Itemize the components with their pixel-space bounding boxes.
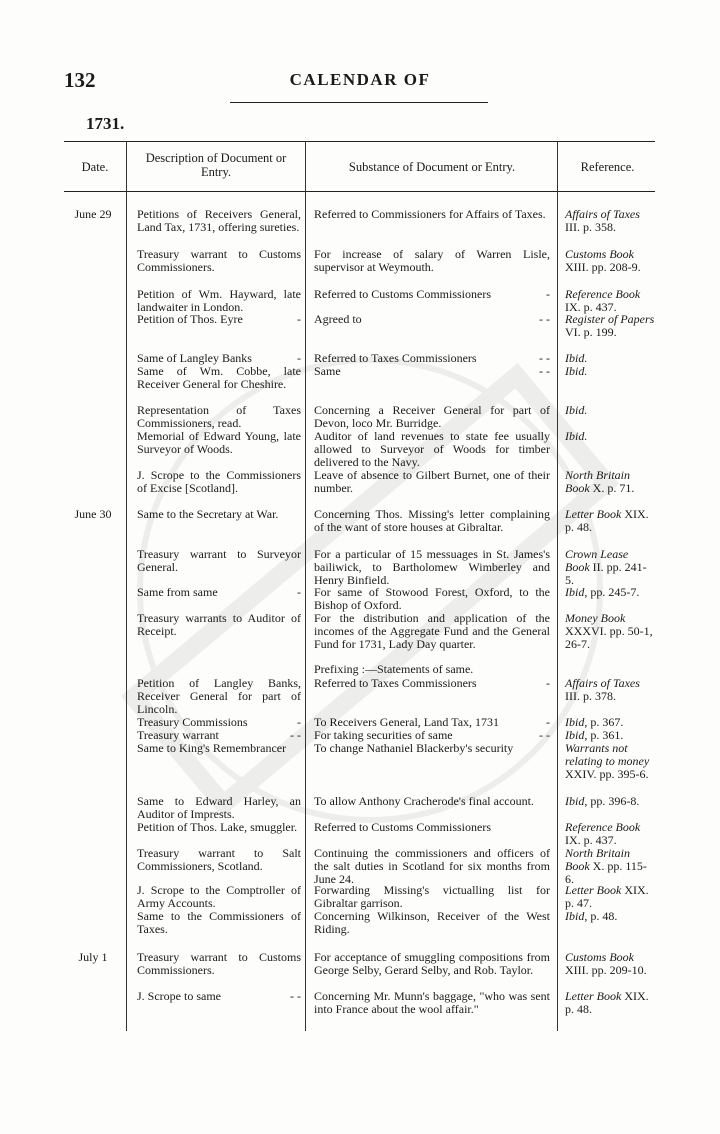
entry-date-text: June 29 bbox=[74, 207, 112, 221]
reference-location: II. pp. 241-5. bbox=[565, 560, 647, 587]
reference-location: XXXVI. pp. 50-1, 26-7. bbox=[565, 624, 653, 651]
entry-reference bbox=[565, 313, 655, 339]
reference-location: X. p. 71. bbox=[589, 481, 635, 495]
entry-reference bbox=[565, 910, 655, 923]
entry-description bbox=[137, 365, 301, 391]
reference-location: , pp. 245-7. bbox=[584, 585, 640, 599]
column-header-substance: Substance of Document or Entry. bbox=[348, 160, 516, 174]
table-top-rule bbox=[64, 141, 655, 142]
entry-description-text: Same of Langley Banks bbox=[137, 351, 252, 365]
entry-substance-text: To allow Anthony Cracherode's final account. bbox=[314, 794, 534, 808]
reference-book: Ibid bbox=[565, 909, 585, 923]
running-head-rule bbox=[230, 102, 488, 103]
reference-book: Customs Book bbox=[565, 950, 634, 964]
entry-reference bbox=[565, 404, 655, 417]
entry-substance bbox=[314, 352, 550, 365]
entry-reference bbox=[565, 508, 655, 534]
leader-dashes: - - bbox=[539, 364, 550, 378]
entry-substance-text: Prefixing :—Statements of same. bbox=[314, 662, 474, 676]
entry-substance bbox=[314, 548, 550, 587]
entry-description-text: Treasury Commissions bbox=[137, 715, 248, 729]
entry-date-text: June 30 bbox=[74, 507, 112, 521]
leader-dashes: - bbox=[546, 287, 550, 301]
entry-reference bbox=[565, 612, 655, 651]
entry-substance bbox=[314, 430, 550, 469]
entry-reference bbox=[565, 288, 655, 314]
leader-dashes: - - bbox=[539, 351, 550, 365]
reference-location: III. p. 378. bbox=[565, 689, 616, 703]
entry-substance-text: For acceptance of smuggling compositions from George Selby, Gerard Selby, and Rob. Taylor. bbox=[314, 950, 550, 977]
reference-book: Letter Book bbox=[565, 883, 622, 897]
leader-dashes: - bbox=[546, 715, 550, 729]
entry-substance-text: Agreed to bbox=[314, 312, 362, 326]
reference-book: Money Book bbox=[565, 611, 626, 625]
entry-substance-text: For same of Stowood Forest, Oxford, to the Bishop of Oxford. bbox=[314, 585, 550, 612]
reference-location: , p. 367. bbox=[584, 715, 624, 729]
entry-substance bbox=[314, 508, 550, 534]
entry-substance bbox=[314, 884, 550, 910]
leader-dashes: - - bbox=[539, 312, 550, 326]
leader-dashes: - bbox=[297, 715, 301, 729]
reference-book: Ibid bbox=[565, 715, 585, 729]
entry-reference bbox=[565, 742, 655, 781]
entry-description-text: J. Scrope to the Comptroller of Army Accounts. bbox=[137, 883, 301, 910]
entry-description bbox=[137, 430, 301, 456]
entry-description-text: Petition of Langley Banks, Receiver General for part of Lincoln. bbox=[137, 676, 301, 716]
reference-location: , p. 361. bbox=[584, 728, 624, 742]
entry-description bbox=[137, 677, 301, 716]
reference-location: XIII. pp. 208-9. bbox=[565, 260, 641, 274]
entry-description-text: Treasury warrant to Salt Commissioners, Scotland. bbox=[137, 846, 301, 873]
entry-reference bbox=[565, 677, 655, 703]
entry-description bbox=[137, 548, 301, 574]
entry-substance bbox=[314, 847, 550, 886]
reference-location: XIII. pp. 209-10. bbox=[565, 963, 647, 977]
entry-substance bbox=[314, 742, 550, 755]
entry-description-text: Petition of Wm. Hayward, late landwaiter in London. bbox=[137, 287, 301, 314]
entry-description-text: Same to the Commissioners of Taxes. bbox=[137, 909, 301, 936]
entry-substance bbox=[314, 248, 550, 274]
reference-location: XIX. p. 47. bbox=[565, 883, 649, 910]
entry-substance-text: For a particular of 15 messuages in St. James's bailiwick, to Bartholomew Wimberley and Henry Binfield. bbox=[314, 547, 550, 587]
entry-description-text: Petition of Thos. Lake, smuggler. bbox=[137, 820, 298, 834]
entry-description bbox=[137, 586, 301, 599]
leader-dashes: - bbox=[546, 676, 550, 690]
entry-description-text: Petitions of Receivers General, Land Tax, 1731, offering sureties. bbox=[137, 207, 301, 234]
entry-substance-text: Concerning Mr. Munn's baggage, "who was sent into France about the wool affair." bbox=[314, 989, 550, 1016]
entry-substance-text: Same bbox=[314, 364, 341, 378]
entry-description-text: Same to King's Remembrancer bbox=[137, 741, 287, 755]
entry-reference bbox=[565, 795, 655, 808]
entry-reference bbox=[565, 469, 655, 495]
entry-reference bbox=[565, 884, 655, 910]
reference-book: Affairs of Taxes bbox=[565, 676, 640, 690]
entry-reference bbox=[565, 586, 655, 599]
entry-description-text: Treasury warrant bbox=[137, 728, 219, 742]
entry-substance bbox=[314, 469, 550, 495]
entry-description-text: J. Scrope to same bbox=[137, 989, 221, 1003]
entry-description bbox=[137, 313, 301, 326]
entry-substance-text: Referred to Commissioners for Affairs of Taxes. bbox=[314, 207, 546, 221]
entry-date-text: July 1 bbox=[78, 950, 108, 964]
entry-substance bbox=[314, 586, 550, 612]
entry-description bbox=[137, 990, 301, 1003]
entry-substance-text: Continuing the commissioners and officers of the salt duties in Scotland for six months from June 24. bbox=[314, 846, 550, 886]
entry-description-text: Same of Wm. Cobbe, late Receiver General for Cheshire. bbox=[137, 364, 301, 391]
leader-dashes: - - bbox=[539, 728, 550, 742]
entry-substance-text: Auditor of land revenues to state fee usually allowed to Surveyor of Woods for timber delivered to the Navy. bbox=[314, 429, 550, 469]
entry-substance-text: To Receivers General, Land Tax, 1731 bbox=[314, 715, 500, 729]
reference-book: Ibid. bbox=[565, 403, 588, 417]
entry-description-text: Petition of Thos. Eyre bbox=[137, 312, 243, 326]
entry-description-text: Same to the Secretary at War. bbox=[137, 507, 279, 521]
header-bottom-rule bbox=[64, 191, 655, 192]
column-divider bbox=[557, 141, 558, 1031]
entry-description-text: Treasury warrant to Surveyor General. bbox=[137, 547, 301, 574]
reference-location: , pp. 396-8. bbox=[584, 794, 640, 808]
reference-book: Affairs of Taxes bbox=[565, 207, 640, 221]
reference-book: Reference Book bbox=[565, 287, 641, 301]
entry-description bbox=[137, 821, 301, 834]
entry-description-text: Same from same bbox=[137, 585, 218, 599]
entry-description bbox=[137, 847, 301, 873]
entry-description bbox=[137, 288, 301, 314]
entry-substance bbox=[314, 313, 550, 326]
entry-substance-text: For taking securities of same bbox=[314, 728, 453, 742]
reference-location: XXIV. pp. 395-6. bbox=[565, 767, 649, 781]
entry-reference bbox=[565, 548, 655, 587]
entry-reference bbox=[565, 430, 655, 443]
leader-dashes: - - bbox=[290, 989, 301, 1003]
entry-substance-text: For increase of salary of Warren Lisle, supervisor at Weymouth. bbox=[314, 247, 550, 274]
reference-location: VI. p. 199. bbox=[565, 325, 617, 339]
reference-location: XIX. p. 48. bbox=[565, 989, 649, 1016]
reference-location: III. p. 358. bbox=[565, 220, 616, 234]
leader-dashes: - bbox=[297, 351, 301, 365]
entry-reference bbox=[565, 990, 655, 1016]
entry-substance bbox=[314, 365, 550, 378]
entry-substance bbox=[314, 795, 550, 808]
reference-location: , p. 48. bbox=[584, 909, 618, 923]
entry-substance-text: Concerning a Receiver General for part of Devon, loco Mr. Burridge. bbox=[314, 403, 550, 430]
entry-substance bbox=[314, 612, 550, 651]
reference-book: Ibid bbox=[565, 728, 585, 742]
entry-description-text: Treasury warrants to Auditor of Receipt. bbox=[137, 611, 301, 638]
entry-description bbox=[137, 208, 301, 234]
entry-substance-text: Referred to Taxes Commissioners bbox=[314, 676, 477, 690]
entry-substance bbox=[314, 910, 550, 936]
entry-substance-text: To change Nathaniel Blackerby's security bbox=[314, 741, 514, 755]
entry-description bbox=[137, 742, 301, 755]
entry-description bbox=[137, 248, 301, 274]
reference-book: Customs Book bbox=[565, 247, 634, 261]
column-divider bbox=[126, 141, 127, 1031]
reference-location: IX. p. 437. bbox=[565, 833, 617, 847]
entry-description bbox=[137, 951, 301, 977]
reference-book: Ibid. bbox=[565, 351, 588, 365]
entry-substance bbox=[314, 404, 550, 430]
entry-description bbox=[137, 612, 301, 638]
reference-book: Reference Book bbox=[565, 820, 641, 834]
entry-description bbox=[137, 508, 301, 521]
reference-book: Ibid bbox=[565, 794, 585, 808]
entry-description bbox=[137, 404, 301, 430]
reference-book: North Britain Book bbox=[565, 846, 631, 873]
entry-substance-text: Referred to Taxes Commissioners bbox=[314, 351, 477, 365]
reference-book: Ibid bbox=[565, 585, 585, 599]
entry-reference bbox=[565, 951, 655, 977]
column-header-description: Description of Document or Entry. bbox=[145, 151, 287, 179]
reference-book: Crown Lease Book bbox=[565, 547, 629, 574]
entry-substance bbox=[314, 208, 550, 221]
page-number: 132 bbox=[64, 68, 96, 92]
column-divider bbox=[305, 141, 306, 1031]
entry-description-text: J. Scrope to the Commissioners of Excise [Scotland]. bbox=[137, 468, 301, 495]
entry-substance bbox=[314, 663, 550, 676]
leader-dashes: - bbox=[297, 585, 301, 599]
entry-description bbox=[137, 910, 301, 936]
entry-substance bbox=[314, 288, 550, 301]
entry-reference bbox=[565, 847, 655, 886]
entry-date bbox=[64, 508, 122, 521]
leader-dashes: - bbox=[297, 312, 301, 326]
reference-book: Letter Book bbox=[565, 507, 622, 521]
reference-location: XIX. p. 48. bbox=[565, 507, 649, 534]
leader-dashes: - - bbox=[290, 728, 301, 742]
entry-description bbox=[137, 469, 301, 495]
column-header-reference: Reference. bbox=[580, 160, 635, 174]
reference-book: North Britain Book bbox=[565, 468, 631, 495]
entry-reference bbox=[565, 248, 655, 274]
entry-substance bbox=[314, 951, 550, 977]
entry-substance bbox=[314, 677, 550, 690]
entry-description-text: Same to Edward Harley, an Auditor of Imprests. bbox=[137, 794, 301, 821]
reference-location: IX. p. 437. bbox=[565, 300, 617, 314]
entry-substance-text: Referred to Customs Commissioners bbox=[314, 287, 491, 301]
reference-book: Warrants not relating to money bbox=[565, 741, 650, 768]
entry-substance-text: Concerning Wilkinson, Receiver of the West Riding. bbox=[314, 909, 550, 936]
entry-substance bbox=[314, 990, 550, 1016]
entry-reference bbox=[565, 365, 655, 378]
entry-date bbox=[64, 208, 122, 221]
entry-description bbox=[137, 884, 301, 910]
entry-reference bbox=[565, 821, 655, 847]
entry-substance-text: Referred to Customs Commissioners bbox=[314, 820, 491, 834]
reference-book: Letter Book bbox=[565, 989, 622, 1003]
entry-substance-text: Concerning Thos. Missing's letter complaining of the want of store houses at Gibraltar. bbox=[314, 507, 550, 534]
year-heading: 1731. bbox=[86, 114, 125, 133]
entry-description-text: Memorial of Edward Young, late Surveyor of Woods. bbox=[137, 429, 301, 456]
reference-book: Register of Papers bbox=[565, 312, 655, 326]
entry-description bbox=[137, 795, 301, 821]
entry-reference bbox=[565, 208, 655, 234]
entry-description-text: Representation of Taxes Commissioners, read. bbox=[137, 403, 301, 430]
reference-location: X. pp. 115-6. bbox=[565, 859, 647, 886]
entry-date bbox=[64, 951, 122, 964]
entry-substance-text: Leave of absence to Gilbert Burnet, one of their number. bbox=[314, 468, 550, 495]
reference-book: Ibid. bbox=[565, 364, 588, 378]
reference-book: Ibid. bbox=[565, 429, 588, 443]
entry-description-text: Treasury warrant to Customs Commissioners. bbox=[137, 247, 301, 274]
entry-description-text: Treasury warrant to Customs Commissioners. bbox=[137, 950, 301, 977]
column-header-date: Date. bbox=[81, 160, 109, 174]
entry-substance bbox=[314, 821, 550, 834]
entry-substance-text: For the distribution and application of the incomes of the Aggregate Fund and the General Fund for 1731, Lady Day quarter. bbox=[314, 611, 550, 651]
running-head: CALENDAR OF bbox=[289, 70, 431, 89]
entry-substance-text: Forwarding Missing's victualling list for Gibraltar garrison. bbox=[314, 883, 550, 910]
